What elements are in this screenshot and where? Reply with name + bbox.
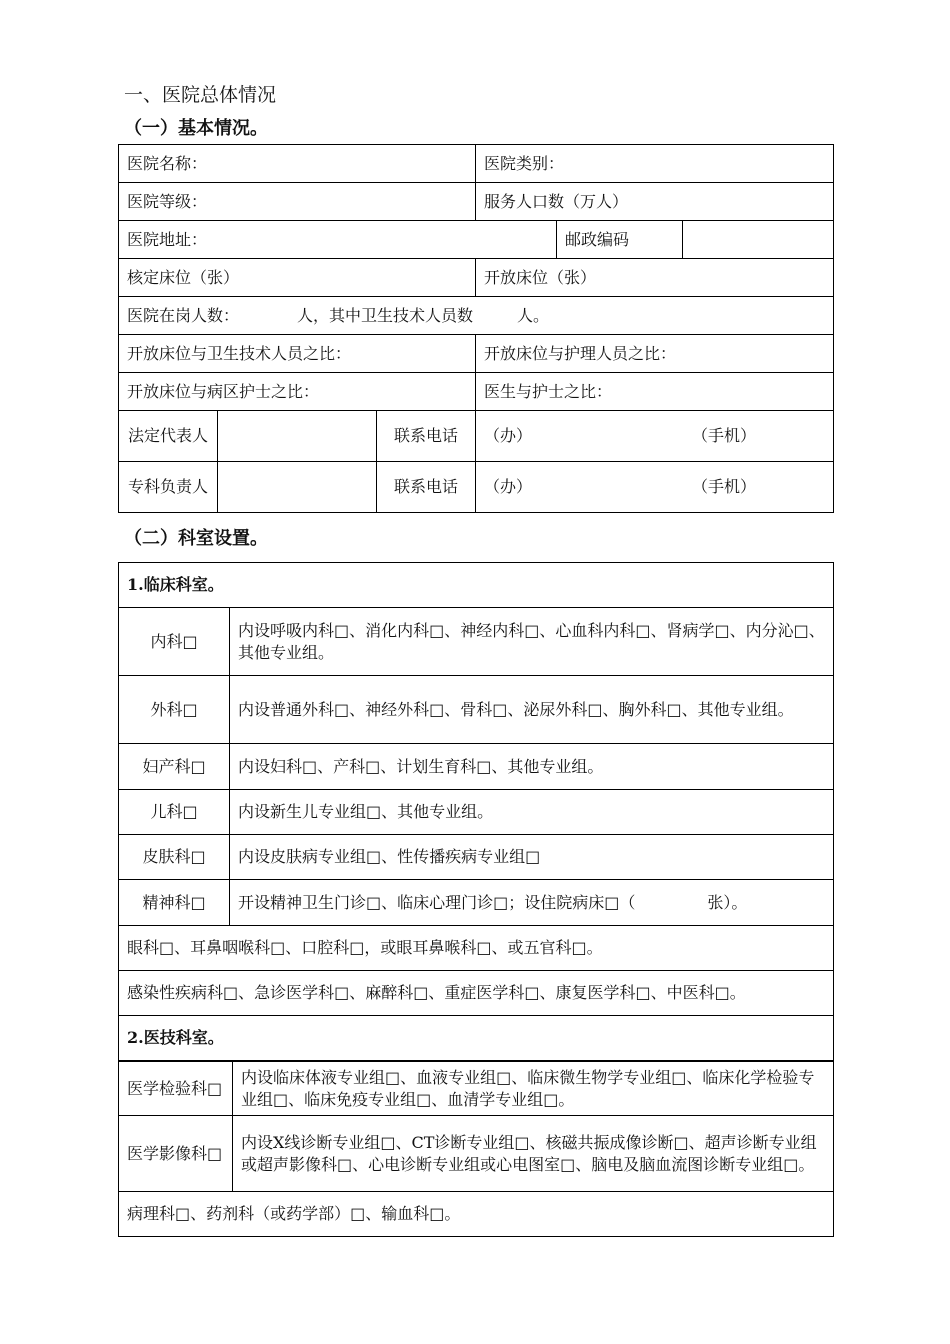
psychiatry-beds-unit: 张）。 bbox=[707, 892, 748, 912]
staff-count-label: 医院在岗人数： bbox=[127, 305, 240, 325]
infectious-departments-line[interactable]: 感染性疾病科□、急诊医学科□、麻醉科□、重症医学科□、康复医学科□、中医科□。 bbox=[119, 971, 834, 1016]
departments-heading: （二）科室设置。 bbox=[124, 528, 268, 549]
dept-dermatology[interactable]: 皮肤科□ bbox=[119, 835, 230, 880]
address-field[interactable]: 医院地址： bbox=[119, 221, 557, 259]
dept-pediatrics-desc[interactable]: 内设新生儿专业组□、其他专业组。 bbox=[230, 790, 834, 835]
pathology-line[interactable]: 病理科□、药剂科（或药学部）□、输血科□。 bbox=[119, 1192, 834, 1237]
dept-dermatology-desc[interactable]: 内设皮肤病专业组□、性传播疾病专业组□ bbox=[230, 835, 834, 880]
clinical-departments-table bbox=[118, 562, 834, 1061]
postal-code-label: 邮政编码 bbox=[557, 221, 683, 259]
hospital-level-field[interactable]: 医院等级： bbox=[119, 183, 476, 221]
ent-departments-line[interactable]: 眼科□、耳鼻咽喉科□、口腔科□，或眼耳鼻喉科□、或五官科□。 bbox=[119, 926, 834, 971]
dept-internal-medicine[interactable]: 内科□ bbox=[119, 608, 230, 676]
dept-obstetrics-desc[interactable]: 内设妇科□、产科□、计划生育科□、其他专业组。 bbox=[230, 744, 834, 790]
dept-imaging[interactable]: 医学影像科□ bbox=[119, 1116, 233, 1192]
basic-info-table bbox=[118, 144, 834, 513]
dept-surgery-desc[interactable]: 内设普通外科□、神经外科□、骨科□、泌尿外科□、胸外科□、其他专业组。 bbox=[230, 676, 834, 744]
approved-beds-field[interactable]: 核定床位（张） bbox=[119, 259, 476, 297]
mobile-phone-label: （手机） bbox=[692, 477, 757, 496]
dept-obstetrics[interactable]: 妇产科□ bbox=[119, 744, 230, 790]
specialty-head-phone-field[interactable] bbox=[476, 462, 834, 513]
tech-title: 2.医技科室。 bbox=[119, 1016, 834, 1061]
legal-rep-phone-label: 联系电话 bbox=[377, 411, 476, 462]
specialty-head-label: 专科负责人 bbox=[119, 462, 218, 513]
dept-pediatrics[interactable]: 儿科□ bbox=[119, 790, 230, 835]
mobile-phone-label: （手机） bbox=[692, 426, 757, 445]
hospital-type-field[interactable]: 医院类别： bbox=[476, 145, 834, 183]
section-title: 一、医院总体情况 bbox=[124, 84, 277, 106]
open-beds-field[interactable]: 开放床位（张） bbox=[476, 259, 834, 297]
specialty-head-input[interactable] bbox=[218, 462, 377, 513]
dept-laboratory[interactable]: 医学检验科□ bbox=[119, 1062, 233, 1116]
ratio-doctor-nurse-field[interactable]: 医生与护士之比： bbox=[476, 373, 834, 411]
ratio-beds-nursing-field[interactable]: 开放床位与护理人员之比： bbox=[476, 335, 834, 373]
office-phone-label: （办） bbox=[484, 477, 533, 496]
dept-psychiatry[interactable]: 精神科□ bbox=[119, 880, 230, 926]
staff-count-field[interactable] bbox=[119, 297, 834, 335]
psychiatry-desc-text: 开设精神卫生门诊□、临床心理门诊□；设住院病床□（ bbox=[238, 892, 636, 912]
tech-departments-table bbox=[118, 1061, 834, 1237]
legal-rep-phone-field[interactable] bbox=[476, 411, 834, 462]
ratio-beds-ward-nurse-field[interactable]: 开放床位与病区护士之比： bbox=[119, 373, 476, 411]
legal-rep-label: 法定代表人 bbox=[119, 411, 218, 462]
legal-rep-input[interactable] bbox=[218, 411, 377, 462]
hospital-name-field[interactable]: 医院名称： bbox=[119, 145, 476, 183]
postal-code-input[interactable] bbox=[683, 221, 834, 259]
basic-info-heading: （一）基本情况。 bbox=[124, 118, 268, 139]
office-phone-label: （办） bbox=[484, 426, 533, 445]
ratio-beds-tech-field[interactable]: 开放床位与卫生技术人员之比： bbox=[119, 335, 476, 373]
specialty-head-phone-label: 联系电话 bbox=[377, 462, 476, 513]
dept-surgery[interactable]: 外科□ bbox=[119, 676, 230, 744]
staff-unit-label: 人。 bbox=[517, 305, 550, 325]
clinical-title: 1.临床科室。 bbox=[119, 563, 834, 608]
service-population-field[interactable]: 服务人口数（万人） bbox=[476, 183, 834, 221]
dept-psychiatry-desc[interactable] bbox=[230, 880, 834, 926]
tech-staff-label: 人，其中卫生技术人员数 bbox=[297, 305, 474, 325]
dept-imaging-desc[interactable]: 内设X线诊断专业组□、CT诊断专业组□、核磁共振成像诊断□、超声诊断专业组或超声影像科□、心电诊断专业组或心电图室□、脑电及脑血流图诊断专业组□。 bbox=[233, 1116, 834, 1192]
dept-internal-medicine-desc[interactable]: 内设呼吸内科□、消化内科□、神经内科□、心血科内科□、肾病学□、内分沁□、其他专业组。 bbox=[230, 608, 834, 676]
dept-laboratory-desc[interactable]: 内设临床体液专业组□、血液专业组□、临床微生物学专业组□、临床化学检验专业组□、临床免疫专业组□、血清学专业组□。 bbox=[233, 1062, 834, 1116]
